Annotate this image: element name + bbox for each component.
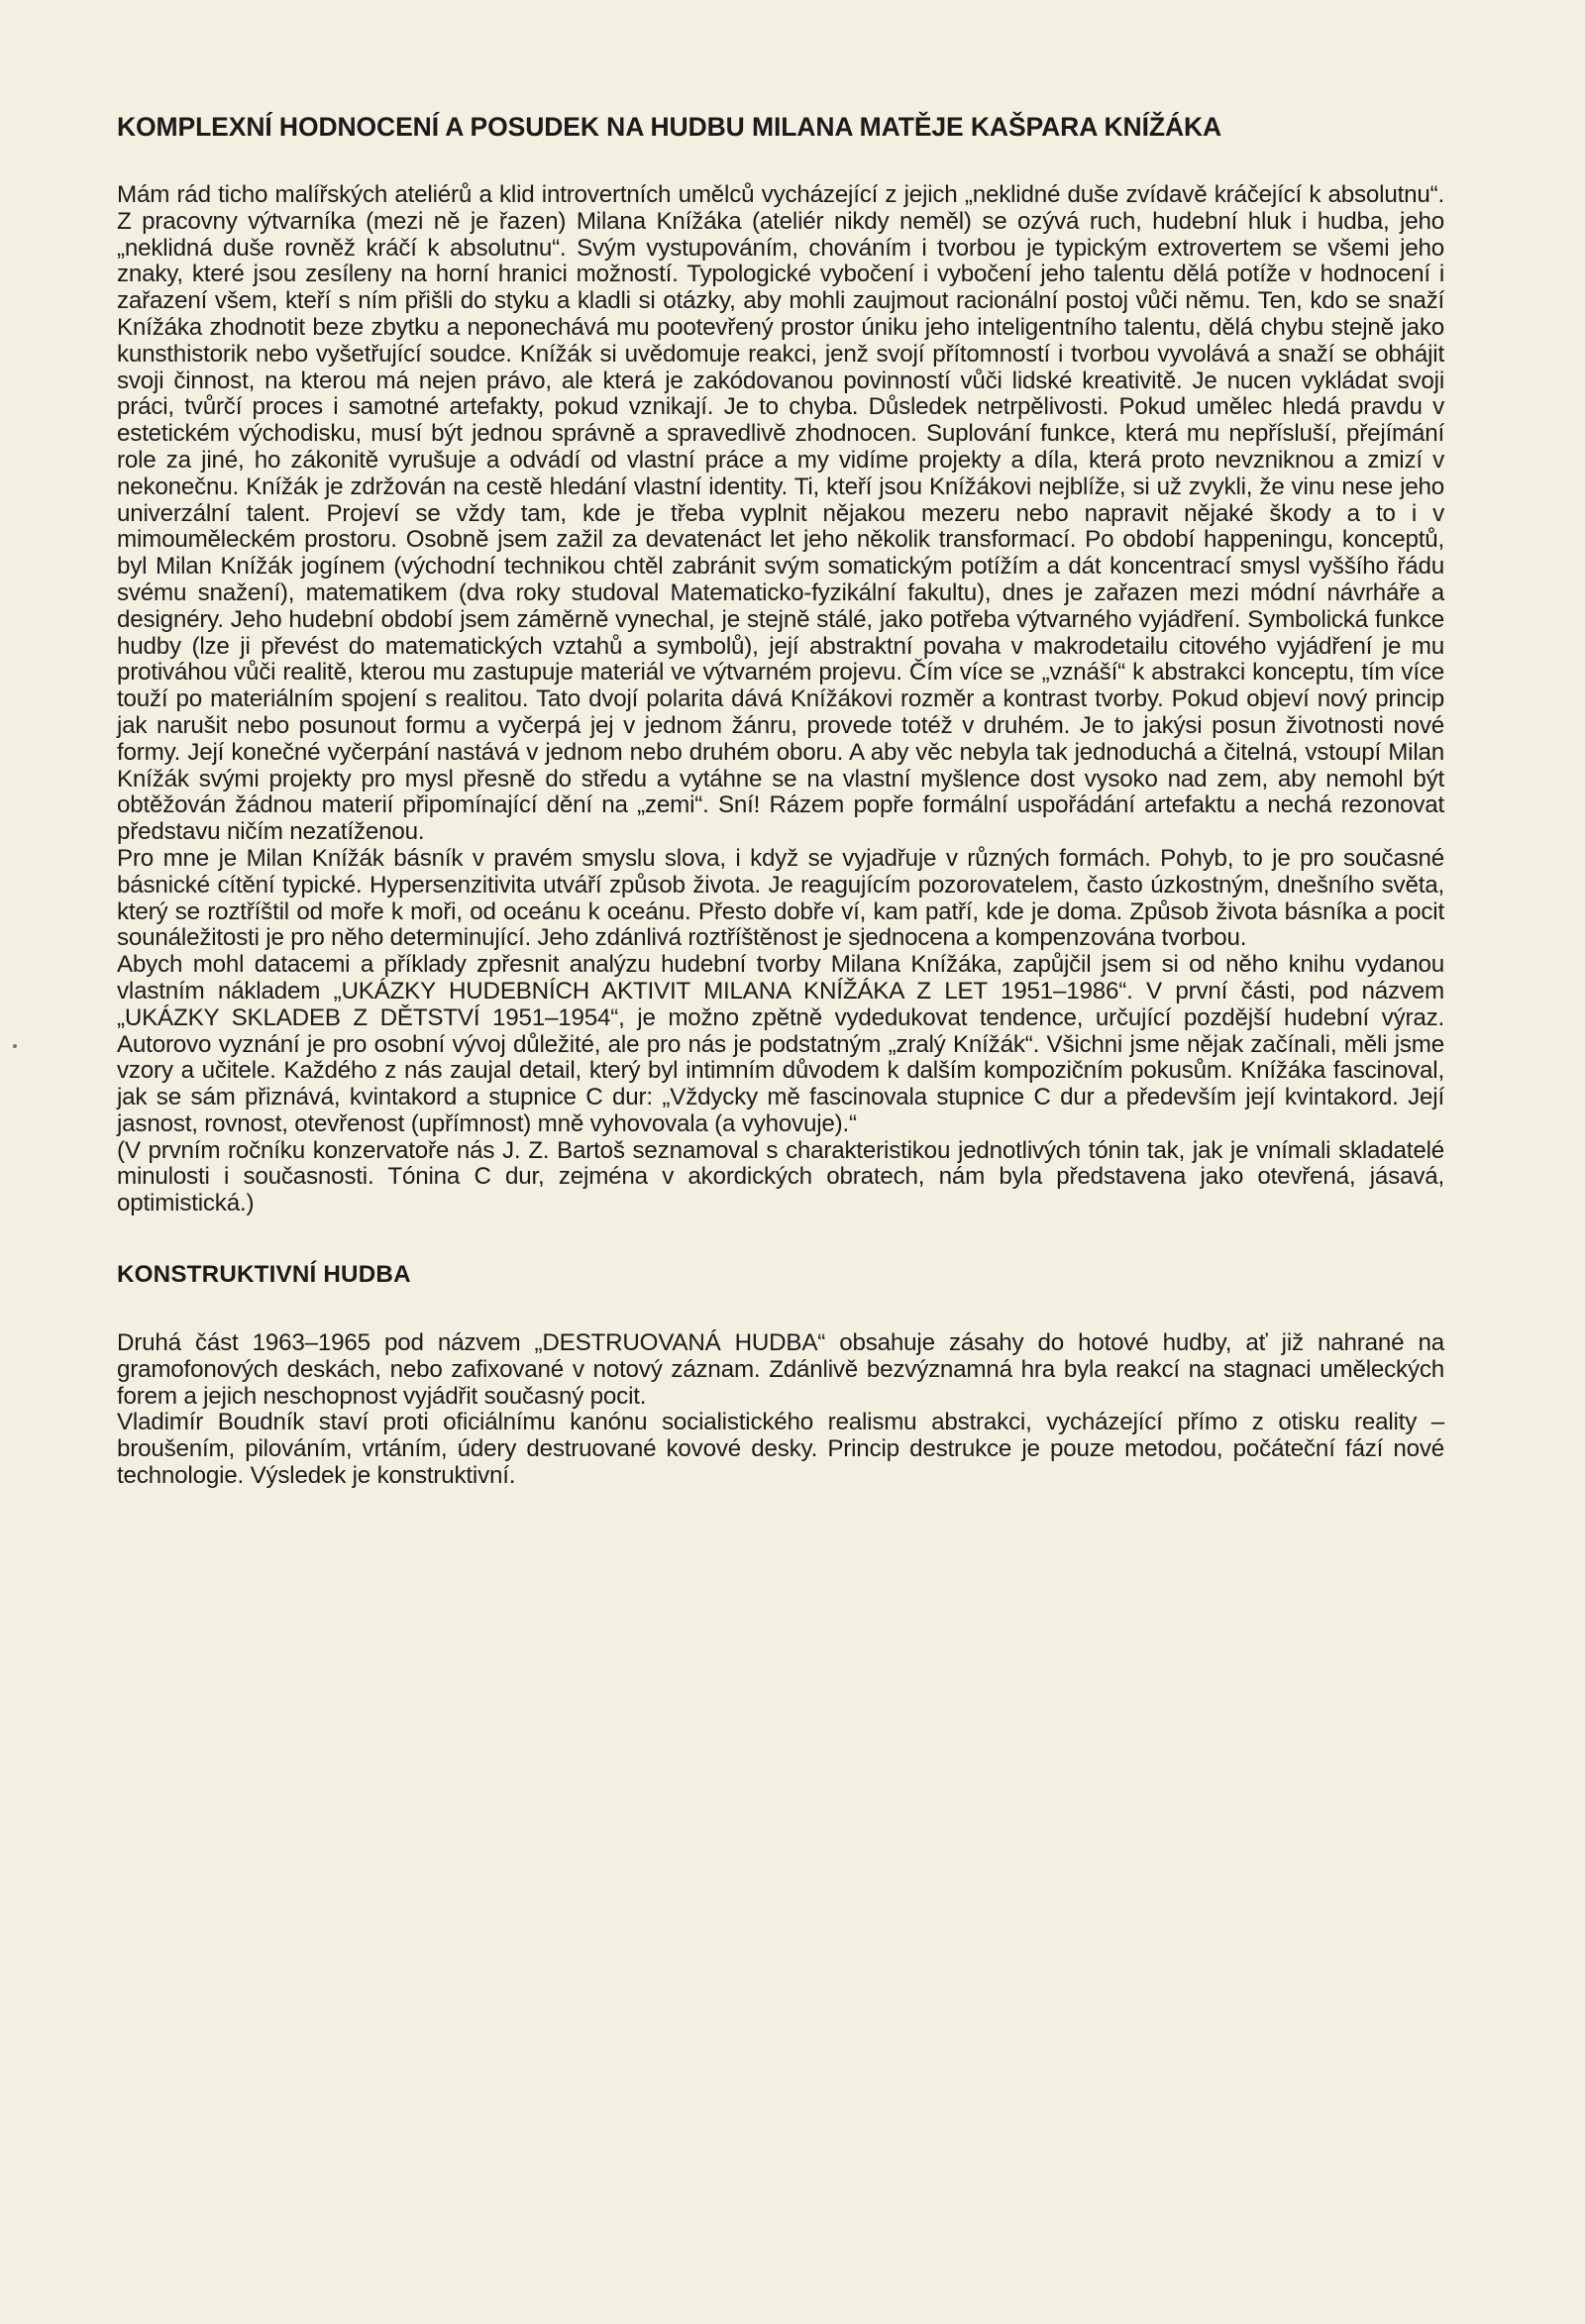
document-body xyxy=(117,111,1444,1490)
paragraph-conservatory-note: (V prvním ročníku konzervatoře nás J. Z. Bartoš seznamoval s charakteristikou jednotlivých tónin tak, jak je vnímali skladatelé minulosti i současnosti. Tónina C dur, zejména v akordických obratech, nám byla představena jako otevřená, jásavá, optimistická.) xyxy=(117,1136,1444,1217)
document-title: KOMPLEXNÍ HODNOCENÍ A POSUDEK NA HUDBU MILANA MATĚJE KAŠPARA KNÍŽÁKA xyxy=(117,112,1222,142)
section-heading: KONSTRUKTIVNÍ HUDBA xyxy=(117,1261,411,1289)
paragraph-analysis: Abych mohl datacemi a příklady zpřesnit analýzu hudební tvorby Milana Knížáka, zapůjčil jsem si od něho knihu vydanou vlastním nákladem „UKÁZKY HUDEBNÍCH AKTIVIT MILANA KNÍŽÁKA Z LET 1951–1986“. V první části, pod názvem „UKÁZKY SKLADEB Z DĚTSTVÍ 1951–1954“, je možno zpětně vydedukovat tendence, určující pozdější hudební výraz. Autorovo vyznání je pro osobní vývoj důležité, ale pro nás je podstatným „zralý Knížák“. Všichni jsme nějak začínali, měli jsme vzory a učitele. Každého z nás zaujal detail, který byl intimním důvodem k dalším kompozičním pokusům. Knížáka fascinoval, jak se sám přiznává, kvintakord a stupnice C dur: „Vždycky mě fascinovala stupnice C dur a především její kvintakord. Její jasnost, rovnost, otevřenost (upřímnost) mně vyhovovala (a vyhovuje).“ xyxy=(117,951,1444,1137)
paragraph-poet: Pro mne je Milan Knížák básník v pravém smyslu slova, i když se vyjadřuje v různých formách. Pohyb, to je pro současné básnické cítění typické. Hypersenzitivita utváří způsob života. Je reagujícím pozorovatelem, často úzkostným, dnešního světa, který se roztříštil od moře k moři, od oceánu k oceánu. Přesto dobře ví, kam patří, kde je doma. Způsob života básníka a pocit sounáležitosti je pro něho determinující. Jeho zdánlivá roztříštěnost je sjednocena a kompenzována tvorbou. xyxy=(117,844,1444,952)
paragraph-intro: Mám rád ticho malířských ateliérů a klid introvertních umělců vycházející z jejich „neklidné duše zvídavě kráčející k absolutnu“. Z pracovny výtvarníka (mezi ně je řazen) Milana Knížáka (ateliér nikdy neměl) se ozývá ruch, hudební hluk i hudba, jeho „neklidná duše rovněž kráčí k absolutnu“. Svým vystupováním, chováním i tvorbou je typickým extrovertem se všemi jeho znaky, které jsou zesíleny na horní hranici možností. Typologické vybočení i vybočení jeho talentu dělá potíže v hodnocení i zařazení všem, kteří s ním přišli do styku a kladli si otázky, aby mohli zaujmout racionální postoj vůči němu. Ten, kdo se snaží Knížáka zhodnotit beze zbytku a neponechává mu pootevřený prostor úniku jeho inteligentního talentu, dělá chybu stejně jako kunsthistorik nebo vyšetřující soudce. Knížák si uvědomuje reakci, jenž svojí přítomností i tvorbou vyvolává a snaží se obhájit svoji činnost, na kterou má nejen právo, ale která je zakódovanou povinností vůči lidské kreativitě. Je nucen vykládat svoji práci, tvůrčí proces i samotné artefakty, pokud vznikají. Je to chyba. Důsledek netrpělivosti. Pokud umělec hledá pravdu v estetickém východisku, musí být jednou správně a spravedlivě zhodnocen. Suplování funkce, která mu nepřísluší, přejímání role za jiné, ho zákonitě vyrušuje a odvádí od vlastní práce a my vidíme projekty a díla, která proto nevzniknou a zmizí v nekonečnu. Knížák je zdržován na cestě hledání vlastní identity. Ti, kteří jsou Knížákovi nejblíže, si už zvykli, že vinu nese jeho univerzální talent. Projeví se vždy tam, kde je třeba vyplnit nějakou mezeru nebo napravit nějaké škody a to i v mimouměleckém prostoru. Osobně jsem zažil za devatenáct let jeho několik transformací. Po období happeningu, konceptů, byl Milan Knížák jogínem (východní technikou chtěl zabránit svým somatickým potížím a dát koncentrací smysl vyššího řádu svému snažení), matematikem (dva roky studoval Matematicko-fyzikální fakultu), dnes je zařazen mezi módní návrháře a designéry. Jeho hudební období jsem záměrně vynechal, je stejně stálé, jako potřeba výtvarného vyjádření. Symbolická funkce hudby (lze ji převést do matematických vztahů a symbolů), její abstraktní povaha v makrodetailu citového vyjádření je mu protiváhou vůči realitě, kterou mu zastupuje materiál ve výtvarném projevu. Čím více se „vznáší“ k abstrakci konceptu, tím více touží po materiálním spojení s realitou. Tato dvojí polarita dává Knížákovi rozměr a kontrast tvorby. Pokud objeví nový princip jak narušit nebo posunout formu a vyčerpá jej v jednom žánru, provede totéž v druhém. Je to jakýsi posun životnosti nové formy. Její konečné vyčerpání nastává v jednom nebo druhém oboru. A aby věc nebyla tak jednoduchá a čitelná, vstoupí Milan Knížák svými projekty pro mysl přesně do středu a vytáhne se na vlastní myšlence dost vysoko nad zem, aby nemohl být obtěžován žádnou materií připomínající dění na „zemi“. Sní! Rázem popře formální uspořádání artefaktu a nechá rezonovat představu ničím nezatíženou. xyxy=(117,181,1444,846)
paragraph-destroyed-music: Druhá část 1963–1965 pod názvem „DESTRUOVANÁ HUDBA“ obsahuje zásahy do hotové hudby, ať již nahrané na gramofonových deskách, nebo zafixované v notový záznam. Zdánlivě bezvýznamná hra byla reakcí na stagnaci uměleckých forem a jejich neschopnost vyjádřit současný pocit. xyxy=(117,1329,1444,1410)
paragraph-boudnik: Vladimír Boudník staví proti oficiálnímu kanónu socialistického realismu abstrakci, vycházející přímo z otisku reality – broušením, pilováním, vrtáním, údery destruované kovové desky. Princip destrukce je pouze metodou, počáteční fází nové technologie. Výsledek je konstruktivní. xyxy=(117,1409,1444,1490)
paper-speck xyxy=(13,1044,17,1048)
